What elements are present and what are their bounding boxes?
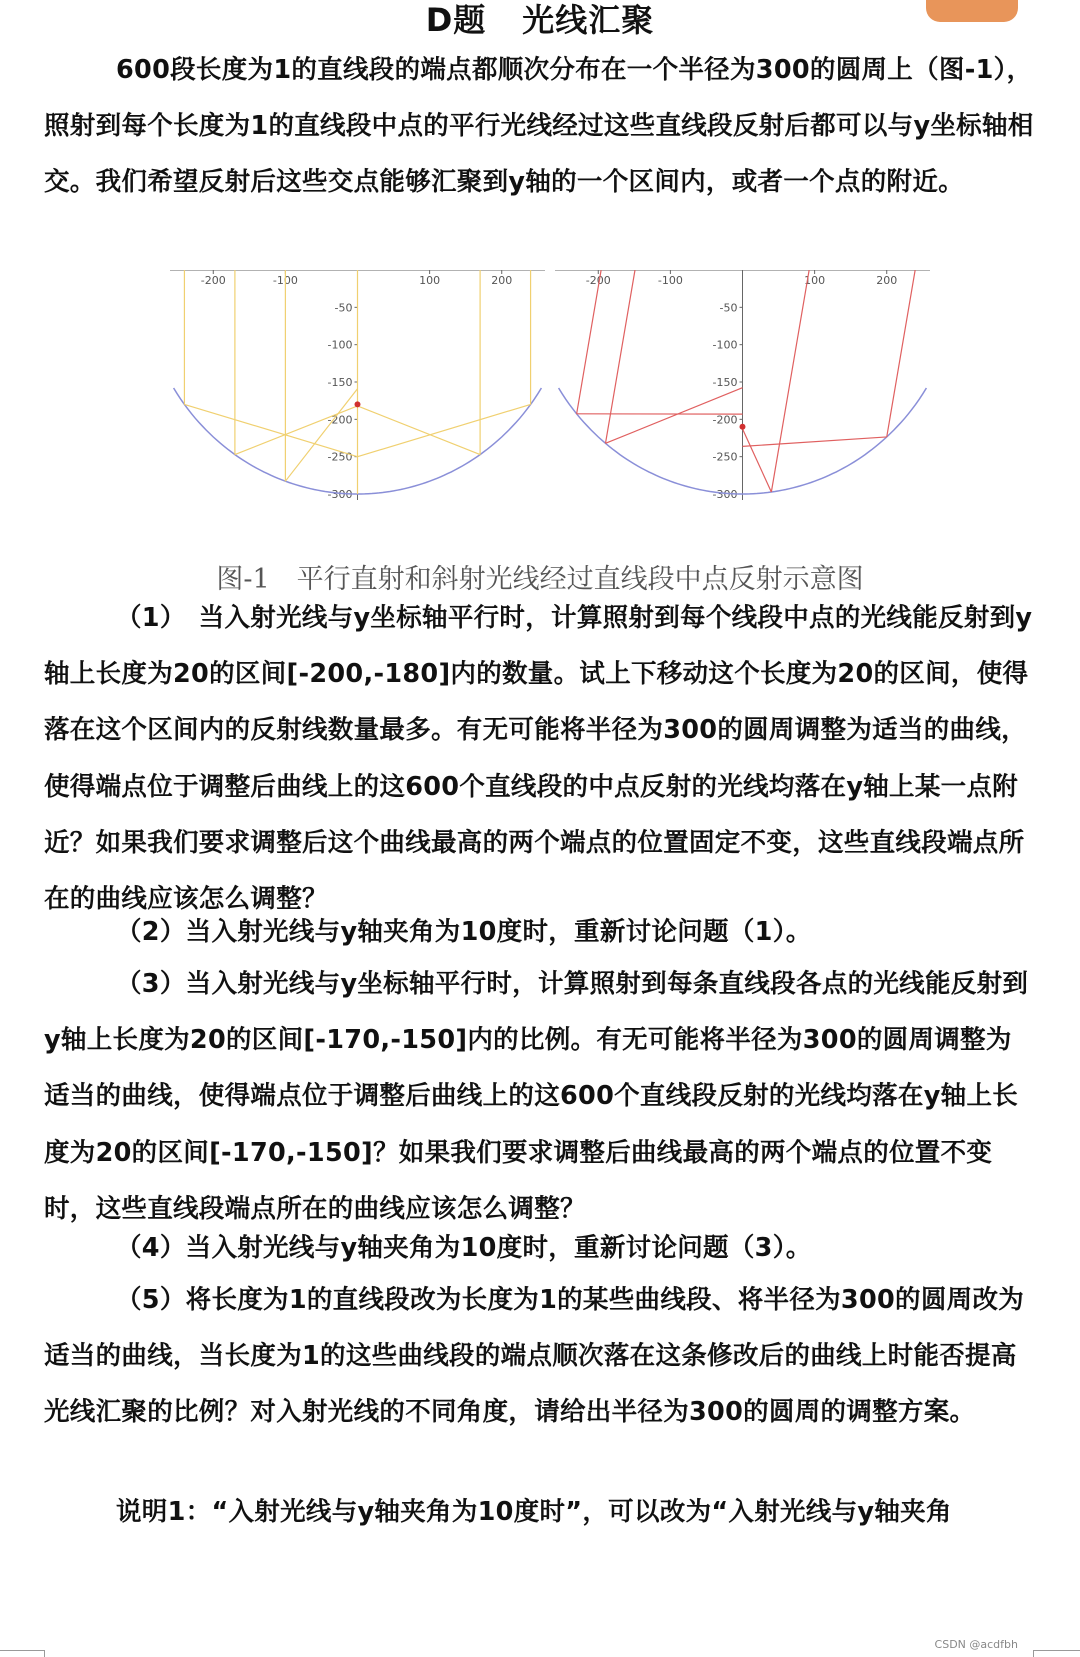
note-1: 说明1：“入射光线与y轴夹角为10度时”，可以改为“入射光线与y轴夹角 xyxy=(116,1497,952,1527)
title-label: D题 xyxy=(425,1,487,39)
chart-oblique xyxy=(555,270,930,501)
footer-corner-right xyxy=(1033,1650,1080,1657)
reflected-ray xyxy=(184,404,357,456)
reflected-ray xyxy=(743,429,772,492)
x-tick-label: -200 xyxy=(585,274,611,287)
y-tick-label: -250 xyxy=(327,450,353,464)
x-tick-label: 200 xyxy=(491,274,513,287)
y-tick-label: -300 xyxy=(327,488,353,501)
y-tick-label: -50 xyxy=(334,301,353,315)
y-tick-label: -150 xyxy=(327,376,353,389)
watermark: CSDN @acdfbh xyxy=(934,1638,1018,1651)
reflected-ray xyxy=(285,389,357,481)
question-3: （3）当入射光线与y坐标轴平行时，计算照射到每条直线段各点的光线能反射到y轴上长度为20的区间[-170,-150]内的比例。有无可能将半径为300的圆周调整为适当的曲线，使得端点位于调整后曲线上的这600个直线段反射的光线均落在y轴上长度为20的区间[-170,-150]？如果我们要求调整后曲线最高的两个端点的位置不变时，这些直线段端点所在的曲线应该怎么调整？ xyxy=(44,969,1029,1224)
focus-point xyxy=(355,401,361,407)
y-tick-label: -100 xyxy=(327,338,353,352)
y-tick-label: -50 xyxy=(719,301,738,315)
y-tick-label: -150 xyxy=(712,376,738,389)
x-tick-label: -200 xyxy=(200,274,226,287)
x-tick-label: 100 xyxy=(419,274,441,287)
question-4: （4）当入射光线与y轴夹角为10度时，重新讨论问题（3）。 xyxy=(116,1233,812,1263)
incident-ray xyxy=(605,270,635,443)
footer-corner-left xyxy=(0,1650,45,1657)
incident-ray xyxy=(887,270,915,437)
x-tick-label: -100 xyxy=(657,274,683,287)
title-subject: 光线汇聚 xyxy=(522,1,655,39)
incident-ray xyxy=(577,270,601,414)
chart-parallel xyxy=(170,270,545,501)
figure-caption: 图-1 平行直射和斜射光线经过直线段中点反射示意图 xyxy=(216,564,864,595)
reflected-ray xyxy=(743,437,887,446)
y-tick-label: -200 xyxy=(712,413,738,427)
x-tick-label: 200 xyxy=(876,274,898,287)
question-2: （2）当入射光线与y轴夹角为10度时，重新讨论问题（1）。 xyxy=(116,917,812,947)
reflected-ray xyxy=(358,406,481,455)
incident-ray xyxy=(771,270,809,492)
question-5: （5）将长度为1的直线段改为长度为1的某些曲线段、将半径为300的圆周改为适当的曲线，当长度为1的这些曲线段的端点顺次落在这条修改后的曲线上时能否提高光线汇聚的比例？对入射光线的不同角度，请给出半径为300的圆周的调整方案。 xyxy=(44,1285,1025,1428)
reflected-ray xyxy=(358,404,531,456)
question-1: （1） 当入射光线与y坐标轴平行时，计算照射到每个线段中点的光线能反射到y轴上长度为20的区间[-200,-180]内的数量。试上下移动这个长度为20的区间，使得落在这个区间内的反射线数量最多。有无可能将半径为300的圆周调整为适当的曲线，使得端点位于调整后曲线上的这600个直线段的中点反射的光线均落在y轴上某一点附近？如果我们要求调整后这个曲线最高的两个端点的位置固定不变，这些直线段端点所在的曲线应该怎么调整？ xyxy=(44,603,1033,915)
intro-paragraph: 600段长度为1的直线段的端点都顺次分布在一个半径为300的圆周上（图-1），照射到每个长度为1的直线段中点的平行光线经过这些直线段反射后都可以与y坐标轴相交。我们希望反射后这些交点能够汇聚到y轴的一个区间内，或者一个点的附近。 xyxy=(44,55,1034,198)
y-tick-label: -250 xyxy=(712,450,738,464)
x-tick-label: 100 xyxy=(804,274,826,287)
y-tick-label: -300 xyxy=(712,488,738,501)
document-title xyxy=(0,0,1080,40)
y-tick-label: -200 xyxy=(327,413,353,427)
y-tick-label: -100 xyxy=(712,338,738,352)
figure-1 xyxy=(170,270,980,530)
x-tick-label: -100 xyxy=(272,274,298,287)
focus-point xyxy=(740,424,746,430)
